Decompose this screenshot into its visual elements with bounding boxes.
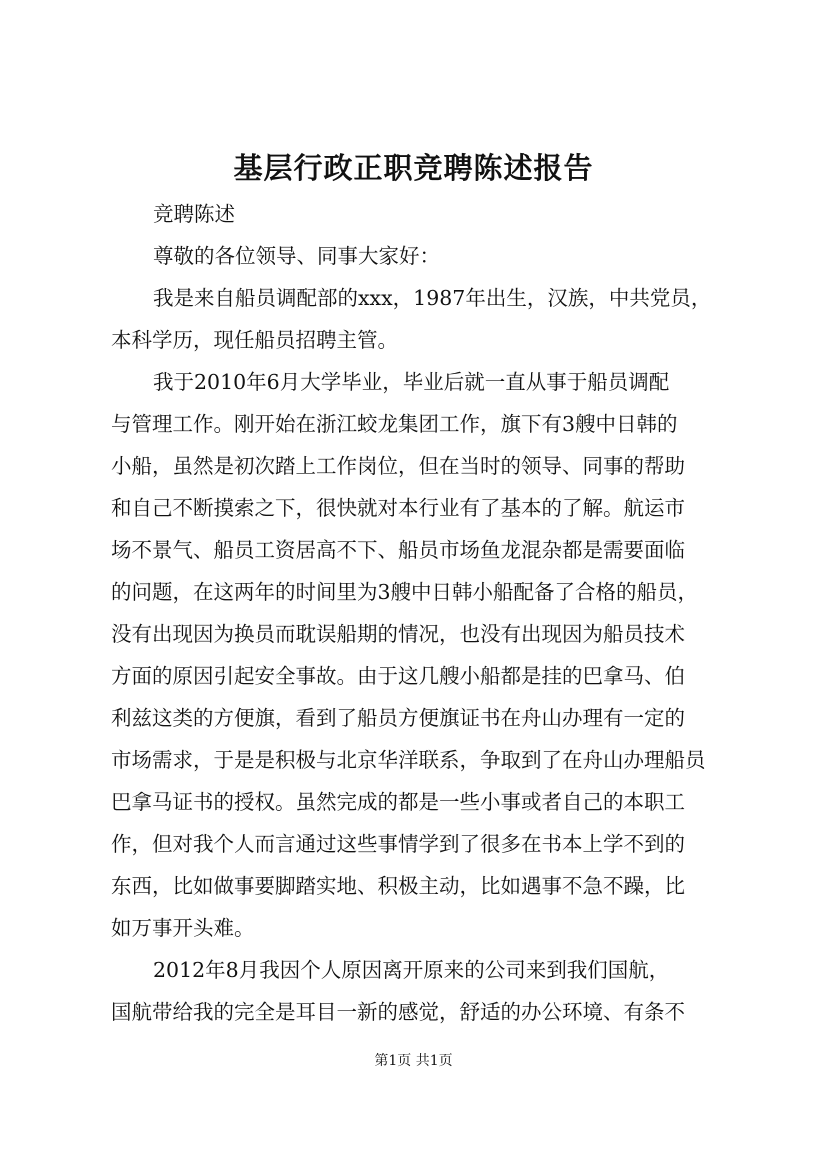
body-line: 方面的原因引起安全事故。由于这几艘小船都是挂的巴拿马、伯 [111, 664, 685, 688]
body-line: 和自己不断摸索之下，很快就对本行业有了基本的了解。航运市 [111, 496, 685, 520]
body-line: 竞聘陈述 [153, 202, 235, 226]
body-line: 场不景气、船员工资居高不下、船员市场鱼龙混杂都是需要面临 [111, 538, 685, 562]
body-line: 国航带给我的完全是耳目一新的感觉，舒适的办公环境、有条不 [111, 1000, 685, 1024]
body-line: 我于2010年6月大学毕业，毕业后就一直从事于船员调配 [153, 370, 670, 394]
page-footer: 第1页 共1页 [374, 1053, 453, 1069]
body-line: 小船，虽然是初次踏上工作岗位，但在当时的领导、同事的帮助 [111, 454, 685, 478]
body-line: 巴拿马证书的授权。虽然完成的都是一些小事或者自己的本职工 [111, 790, 685, 814]
body-line: 市场需求，于是是积极与北京华洋联系，争取到了在舟山办理船员 [111, 748, 706, 772]
body-line: 2012年8月我因个人原因离开原来的公司来到我们国航， [153, 958, 670, 982]
body-line: 的问题，在这两年的时间里为3艘中日韩小船配备了合格的船员， [111, 580, 699, 604]
body-line: 利兹这类的方便旗，看到了船员方便旗证书在舟山办理有一定的 [111, 706, 685, 730]
body-line: 本科学历，现任船员招聘主管。 [111, 328, 398, 352]
document-title: 基层行政正职竞聘陈述报告 [233, 151, 594, 185]
body-line: 与管理工作。刚开始在浙江蛟龙集团工作，旗下有3艘中日韩的 [111, 412, 678, 436]
body-line: 如万事开头难。 [111, 916, 255, 940]
body-line: 尊敬的各位领导、同事大家好： [153, 244, 440, 268]
body-line: 东西，比如做事要脚踏实地、积极主动，比如遇事不急不躁，比 [111, 874, 685, 898]
body-line: 作，但对我个人而言通过这些事情学到了很多在书本上学不到的 [111, 832, 685, 856]
body-line: 我是来自船员调配部的xxx，1987年出生，汉族，中共党员， [153, 286, 712, 310]
body-line: 没有出现因为换员而耽误船期的情况，也没有出现因为船员技术 [111, 622, 685, 646]
